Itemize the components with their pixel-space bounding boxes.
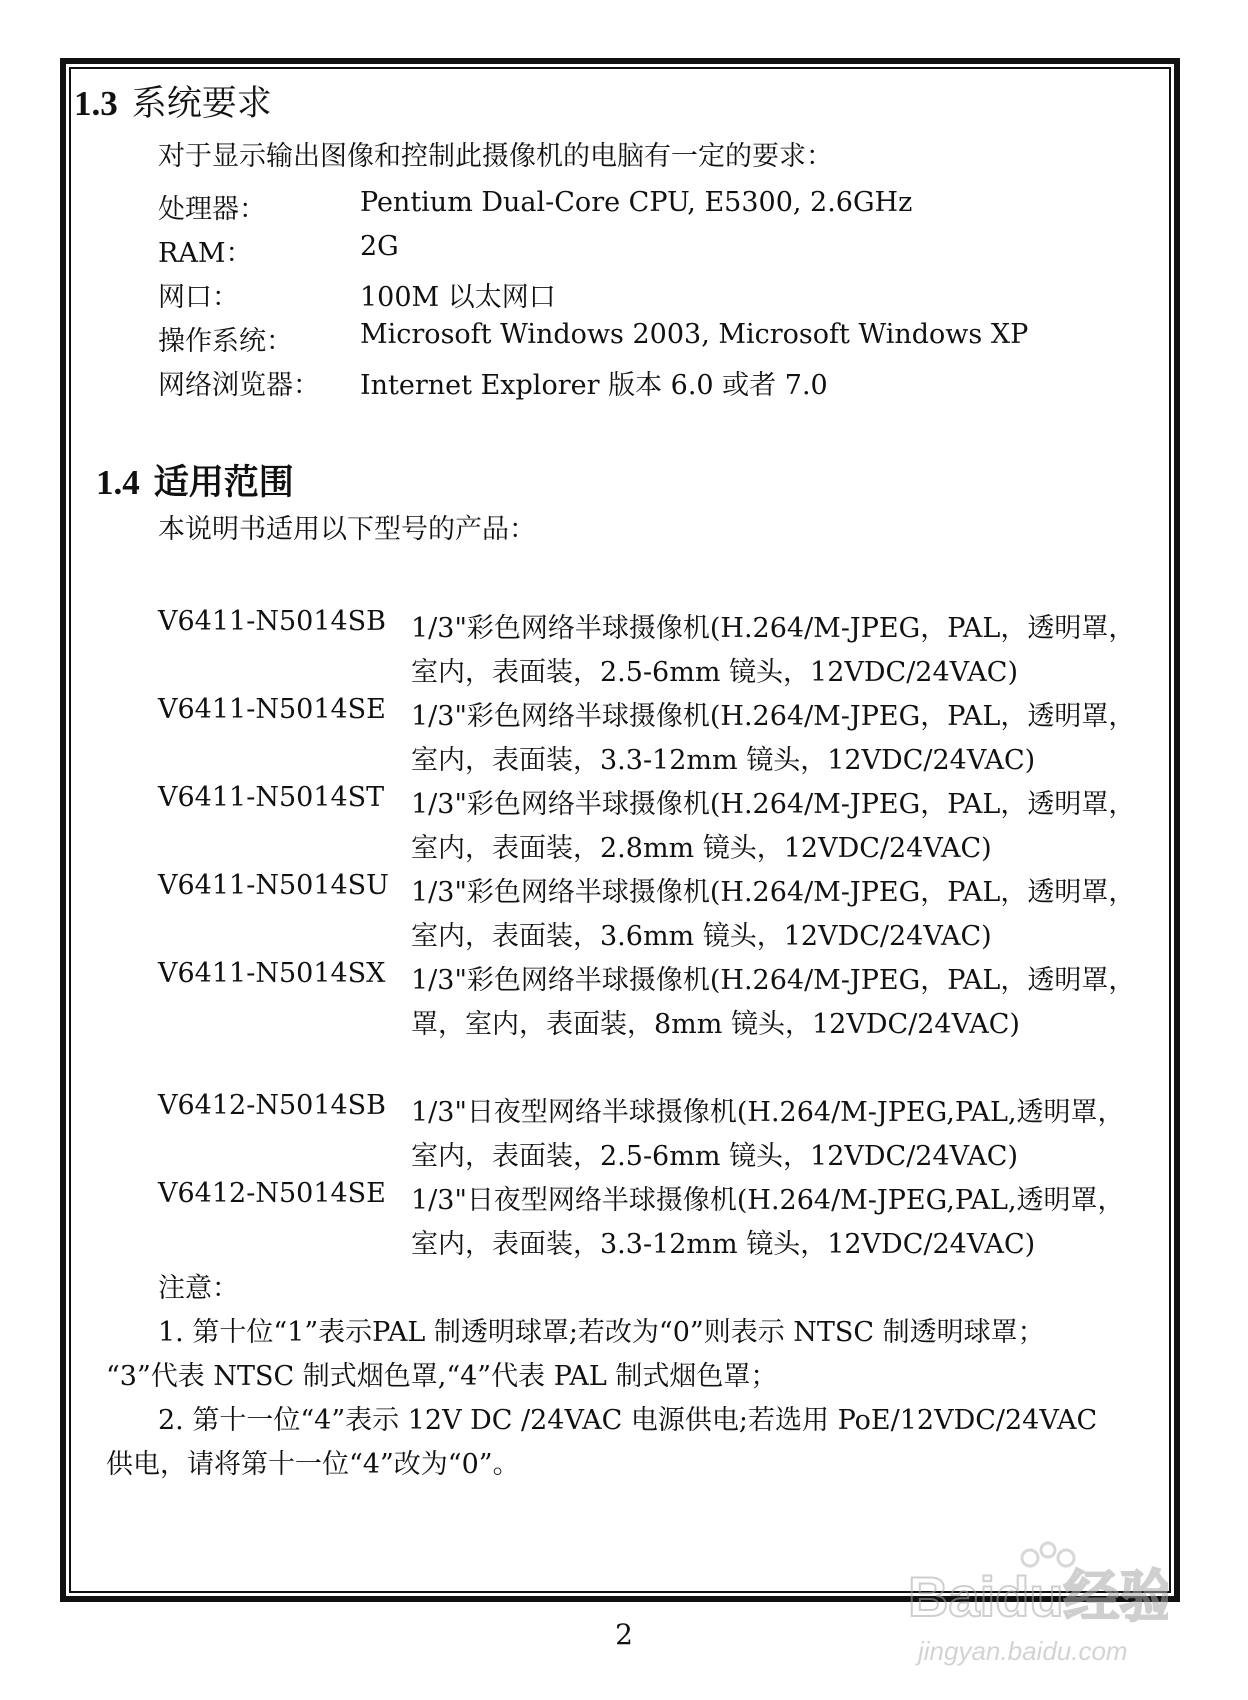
requirement-label: 网络浏览器： <box>158 370 320 401</box>
requirement-value: Microsoft Windows 2003, Microsoft Windows XP <box>360 319 1029 350</box>
watermark-brand: Baidu经验 <box>908 1565 1168 1628</box>
product-description: 1/3"彩色网络半球摄像机(H.264/M-JPEG，PAL，透明罩， <box>411 965 1136 996</box>
product-description: 1/3"彩色网络半球摄像机(H.264/M-JPEG，PAL，透明罩， <box>411 613 1136 644</box>
product-description: 1/3"彩色网络半球摄像机(H.264/M-JPEG，PAL，透明罩， <box>411 701 1136 732</box>
requirement-value: 100M 以太网口 <box>360 282 556 313</box>
product-model: V6411-N5014ST <box>158 782 385 813</box>
product-description: 室内，表面装，2.5-6mm 镜头，12VDC/24VAC) <box>411 1141 1018 1172</box>
note-line: 1. 第十位“1”表示PAL 制透明球罩;若改为“0”则表示 NTSC 制透明球罩； <box>158 1317 1045 1348</box>
product-description: 1/3"彩色网络半球摄像机(H.264/M-JPEG，PAL，透明罩， <box>411 789 1136 820</box>
note-line: 2. 第十一位“4”表示 12V DC /24VAC 电源供电;若选用 PoE/12VDC/24VAC <box>158 1405 1098 1436</box>
requirement-value: 2G <box>360 231 399 262</box>
requirement-label: RAM： <box>158 238 253 269</box>
product-description: 室内，表面装，3.3-12mm 镜头，12VDC/24VAC) <box>411 1229 1036 1260</box>
watermark-logo-icon <box>888 1528 1168 1678</box>
product-description: 室内，表面装，3.6mm 镜头，12VDC/24VAC) <box>411 921 992 952</box>
product-description: 室内，表面装，2.5-6mm 镜头，12VDC/24VAC) <box>411 657 1018 688</box>
requirement-value: Pentium Dual-Core CPU, E5300, 2.6GHz <box>360 187 913 218</box>
product-model: V6412-N5014SE <box>158 1178 386 1209</box>
product-model: V6411-N5014SE <box>158 694 386 725</box>
section-1-3-intro: 对于显示输出图像和控制此摄像机的电脑有一定的要求： <box>158 141 833 172</box>
requirement-label: 操作系统： <box>158 326 293 357</box>
document-content <box>72 70 1168 1590</box>
page-number: 2 <box>615 1618 633 1651</box>
note-line: “3”代表 NTSC 制式烟色罩,“4”代表 PAL 制式烟色罩； <box>106 1361 778 1392</box>
product-model: V6412-N5014SB <box>158 1090 387 1121</box>
note-line: 供电，请将第十一位“4”改为“0”。 <box>106 1449 520 1480</box>
section-1-4-intro: 本说明书适用以下型号的产品： <box>158 514 536 545</box>
requirement-value: Internet Explorer 版本 6.0 或者 7.0 <box>360 370 828 401</box>
section-heading-1-4: 1.4 适用范围 <box>96 463 294 503</box>
requirement-label: 网口： <box>158 282 239 313</box>
watermark-url: jingyan.baidu.com <box>918 1636 1128 1666</box>
product-description: 1/3"日夜型网络半球摄像机(H.264/M-JPEG,PAL,透明罩， <box>411 1185 1125 1216</box>
product-description: 罩，室内，表面装，8mm 镜头，12VDC/24VAC) <box>411 1009 1020 1040</box>
section-heading-1-3: 1.3 系统要求 <box>74 84 272 124</box>
product-description: 1/3"日夜型网络半球摄像机(H.264/M-JPEG,PAL,透明罩， <box>411 1097 1125 1128</box>
requirement-label: 处理器： <box>158 194 266 225</box>
product-model: V6411-N5014SU <box>158 870 389 901</box>
product-model: V6411-N5014SB <box>158 606 387 637</box>
product-description: 室内，表面装，3.3-12mm 镜头，12VDC/24VAC) <box>411 745 1036 776</box>
product-description: 室内，表面装，2.8mm 镜头，12VDC/24VAC) <box>411 833 992 864</box>
baidu-jingyan-watermark <box>888 1528 1168 1678</box>
product-description: 1/3"彩色网络半球摄像机(H.264/M-JPEG，PAL，透明罩， <box>411 877 1136 908</box>
product-model: V6411-N5014SX <box>158 958 386 989</box>
notes-title: 注意： <box>158 1273 239 1304</box>
